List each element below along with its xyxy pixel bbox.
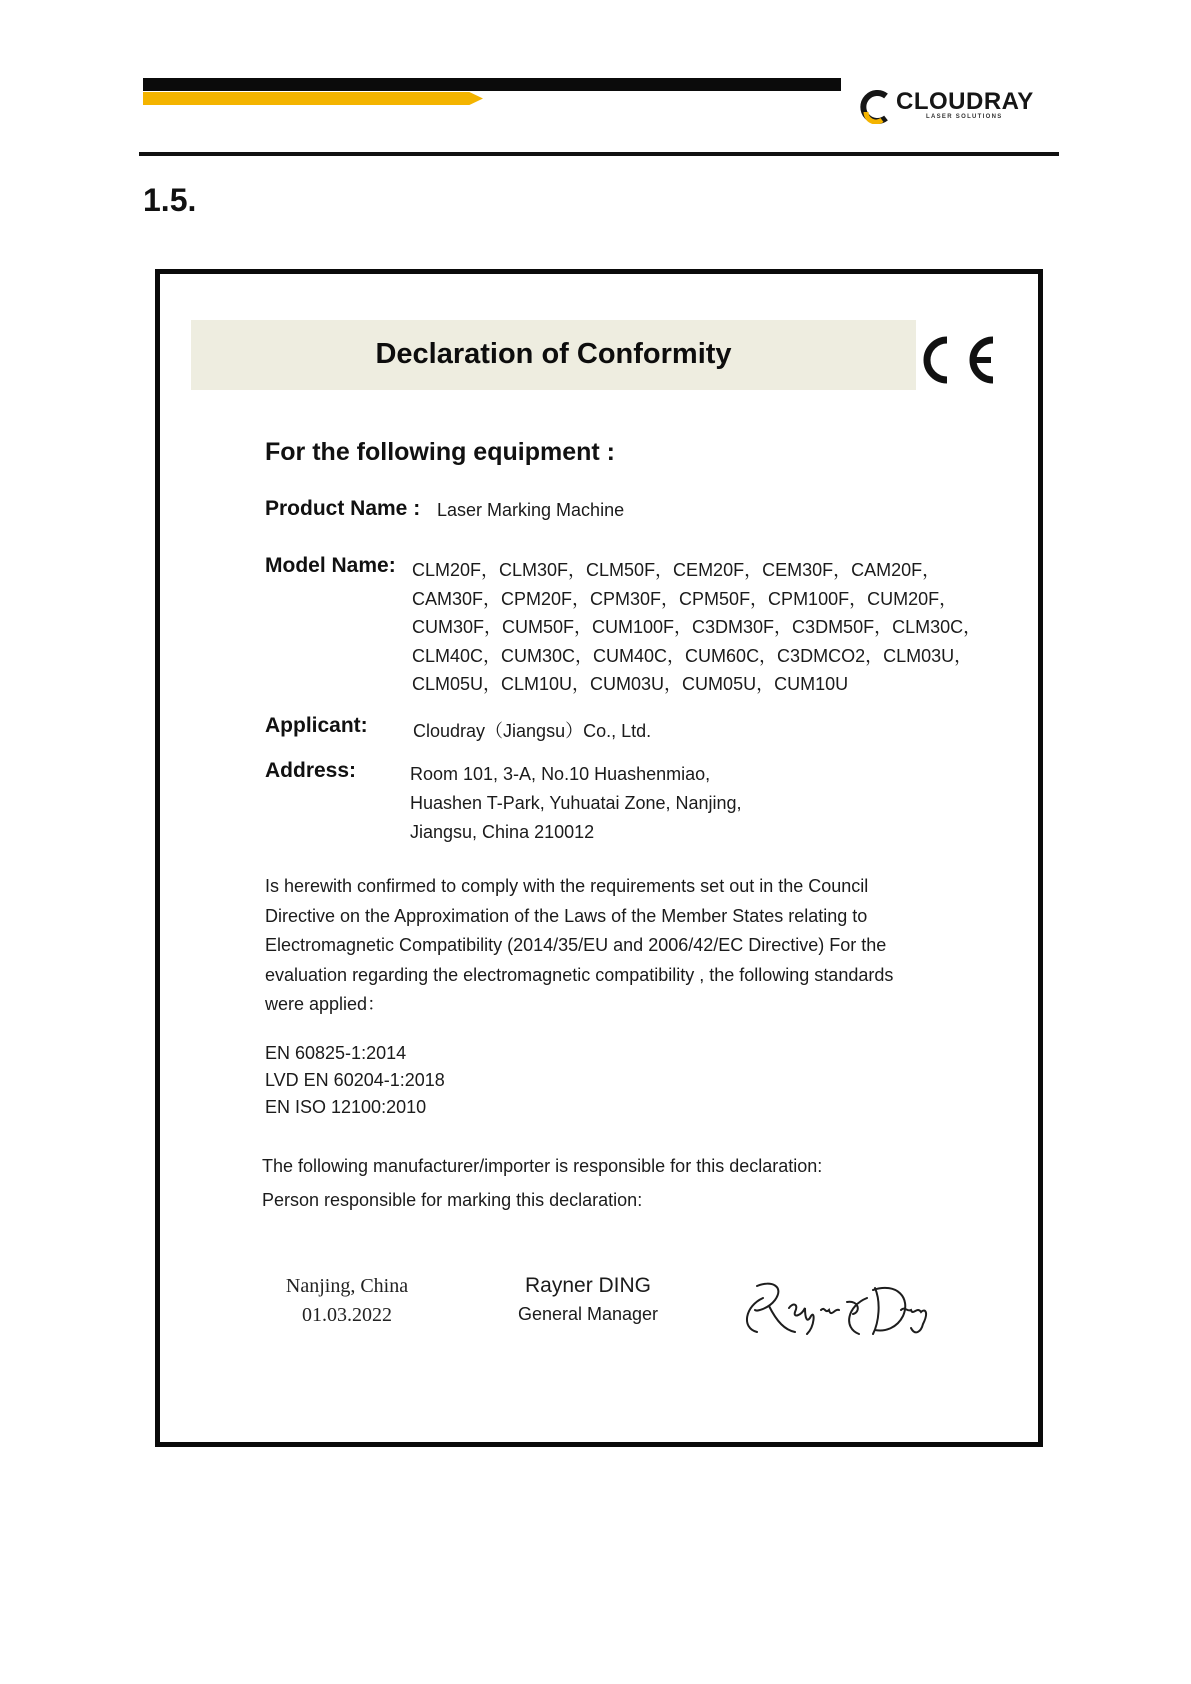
product-name-value: Laser Marking Machine	[437, 500, 625, 520]
cloudray-logo	[856, 86, 1036, 126]
brand-name: CLOUDRAY	[896, 88, 1034, 115]
handwritten-signature	[735, 1272, 935, 1342]
model-line: CAM30F，CPM20F，CPM30F，CPM50F，CPM100F，CUM20F，	[412, 588, 958, 609]
ce-mark-icon	[917, 332, 999, 388]
model-name-list	[412, 556, 1012, 699]
statement-line: Directive on the Approximation of the Laws of the Member States relating to	[265, 905, 868, 926]
standard-item: EN 60825-1:2014	[265, 1043, 407, 1063]
applicant-label: Applicant:	[265, 714, 368, 737]
model-name-label: Model Name:	[265, 554, 396, 577]
standard-item: LVD EN 60204-1:2018	[265, 1070, 445, 1090]
applied-standards	[265, 1040, 445, 1121]
address-line: Huashen T-Park, Yuhuatai Zone, Nanjing,	[410, 793, 742, 813]
model-line: CLM05U，CLM10U，CUM03U，CUM05U，CUM10U	[412, 674, 849, 694]
model-line: CUM30F，CUM50F，CUM100F，C3DM30F，C3DM50F，CLM30C，	[412, 617, 982, 637]
product-name-label: Product Name :	[265, 497, 421, 520]
certificate-title: Declaration of Conformity	[375, 338, 732, 370]
signatory	[498, 1272, 678, 1328]
header-black-bar	[143, 78, 841, 91]
address-value	[410, 760, 742, 847]
place-and-date	[262, 1272, 432, 1330]
model-line: CLM40C，CUM30C，CUM40C，CUM60C，C3DMCO2，CLM03U，	[412, 645, 973, 666]
address-label: Address:	[265, 759, 357, 782]
header-divider	[139, 152, 1059, 156]
cloudray-logo-icon	[856, 90, 894, 124]
header-yellow-bar	[143, 92, 483, 105]
signer-role: General Manager	[517, 1304, 659, 1324]
statement-line: were applied：	[265, 994, 386, 1014]
statement-line: Electromagnetic Compatibility (2014/35/EU and 2006/42/EC Directive) For the	[265, 935, 887, 955]
equipment-heading: For the following equipment :	[265, 438, 615, 466]
place: Nanjing, China	[285, 1275, 409, 1297]
applicant-value: Cloudray（Jiangsu）Co., Ltd.	[413, 721, 652, 741]
model-line: CLM20F，CLM30F，CLM50F，CEM20F，CEM30F，CAM20F，	[412, 560, 941, 580]
responsible-manufacturer-line: The following manufacturer/importer is responsible for this declaration:	[262, 1156, 823, 1176]
signer-name: Rayner DING	[524, 1274, 652, 1297]
statement-line: evaluation regarding the electromagnetic compatibility , the following standards	[265, 964, 894, 985]
brand-tagline: LASER SOLUTIONS	[926, 114, 1003, 120]
date: 01.03.2022	[302, 1304, 392, 1326]
address-line: Jiangsu, China 210012	[410, 822, 595, 842]
address-line: Room 101, 3-A, No.10 Huashenmiao,	[410, 764, 711, 784]
section-number: 1.5.	[143, 182, 197, 218]
statement-line: Is herewith confirmed to comply with the requirements set out in the Council	[265, 876, 869, 896]
responsible-person-line: Person responsible for marking this declaration:	[262, 1190, 643, 1210]
compliance-statement	[265, 872, 893, 1020]
standard-item: EN ISO 12100:2010	[265, 1097, 427, 1117]
